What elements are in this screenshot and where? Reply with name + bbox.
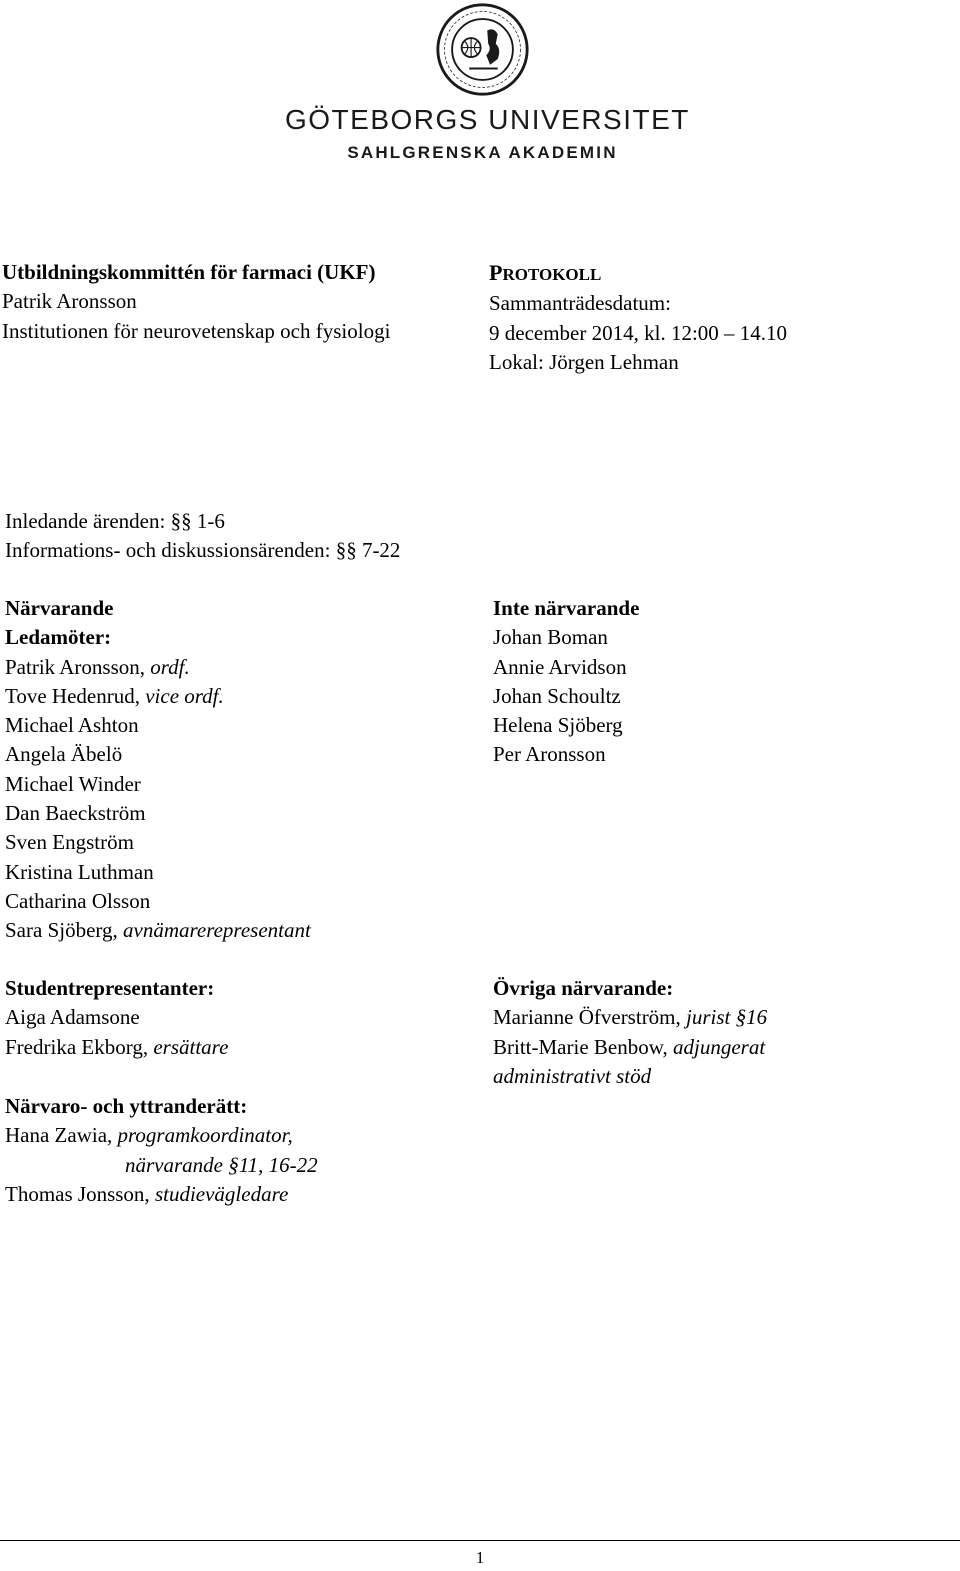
students-section — [5, 974, 228, 1062]
speaking-heading: Närvaro- och yttranderätt: — [5, 1094, 248, 1118]
agenda-summary — [5, 507, 400, 566]
speaking-row: Hana Zawia, programkoordinator, — [5, 1123, 293, 1148]
student-row: Fredrika Ekborg, ersättare — [5, 1034, 229, 1059]
member-row: Sven Engström — [5, 830, 134, 855]
member-row: Dan Baeckström — [5, 801, 146, 826]
university-seal-icon — [435, 2, 530, 97]
absent-name: Johan Schoultz — [493, 683, 621, 708]
other-row: Marianne Öfverström, jurist §16 — [493, 1005, 768, 1030]
present-section — [5, 594, 311, 946]
footer-divider — [0, 1540, 960, 1541]
absent-name: Johan Boman — [493, 625, 608, 650]
speaking-rights-section — [5, 1092, 318, 1209]
absent-heading: Inte närvarande — [493, 596, 640, 620]
absent-name: Per Aronsson — [493, 742, 606, 767]
university-logo — [285, 0, 690, 170]
academy-name: SAHLGRENSKA AKADEMIN — [347, 143, 618, 162]
student-row: Aiga Adamsone — [5, 1005, 140, 1030]
present-heading: Närvarande — [5, 596, 114, 620]
agenda-item: Inledande ärenden: §§ 1-6 — [5, 509, 225, 533]
secretary-name: Patrik Aronsson — [2, 289, 137, 314]
header-right — [489, 258, 787, 377]
members-heading: Ledamöter: — [5, 625, 112, 650]
others-section — [493, 974, 767, 1091]
university-name: GÖTEBORGS UNIVERSITET — [285, 104, 690, 135]
absent-section — [493, 594, 639, 770]
page-number: 1 — [475, 1548, 485, 1567]
meeting-location: Lokal: Jörgen Lehman — [489, 349, 679, 374]
member-row: Michael Winder — [5, 771, 141, 796]
member-row: Kristina Luthman — [5, 859, 154, 884]
member-row: Sara Sjöberg, avnämarerepresentant — [5, 918, 311, 943]
speaking-row: närvarande §11, 16-22 — [125, 1152, 318, 1177]
other-row: Britt-Marie Benbow, adjungerat — [493, 1034, 766, 1059]
member-row: Patrik Aronsson, ordf. — [5, 654, 190, 679]
other-row: administrativt stöd — [493, 1063, 652, 1088]
department-name: Institutionen för neurovetenskap och fysiologi — [2, 318, 391, 343]
member-row: Tove Hedenrud, vice ordf. — [5, 683, 224, 708]
speaking-row: Thomas Jonsson, studievägledare — [5, 1181, 289, 1206]
students-heading: Studentrepresentanter: — [5, 976, 215, 1000]
member-row: Michael Ashton — [5, 713, 139, 738]
agenda-item: Informations- och diskussionsärenden: §§ 7-22 — [5, 538, 401, 563]
header-left — [2, 258, 390, 346]
committee-name: Utbildningskommittén för farmaci (UKF) — [2, 260, 376, 284]
others-heading: Övriga närvarande: — [493, 976, 674, 1000]
absent-name: Annie Arvidson — [493, 654, 627, 679]
document-title: PROTOKOLL — [489, 260, 602, 285]
meeting-date-label: Sammanträdesdatum: — [489, 291, 671, 316]
member-row: Catharina Olsson — [5, 888, 151, 913]
meeting-date-value: 9 december 2014, kl. 12:00 – 14.10 — [489, 320, 788, 345]
absent-name: Helena Sjöberg — [493, 713, 623, 738]
member-row: Angela Äbelö — [5, 742, 123, 767]
